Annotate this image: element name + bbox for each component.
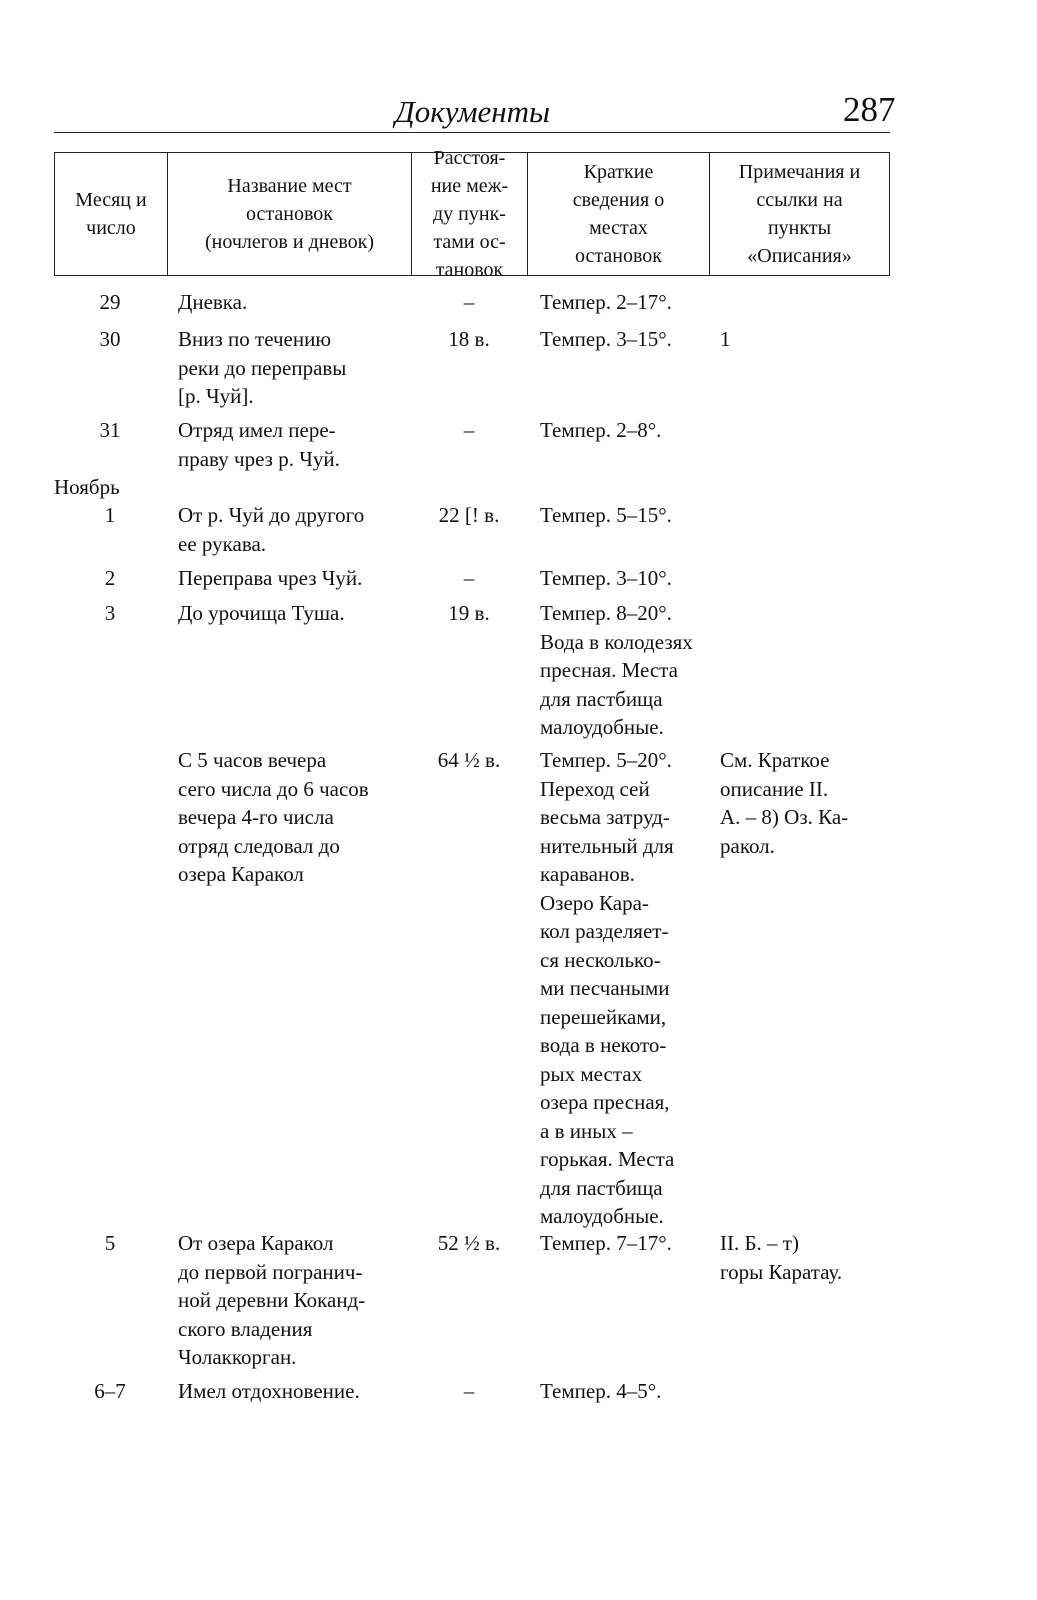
column-header-info bbox=[527, 153, 709, 275]
row-distance: 18 в. bbox=[448, 327, 490, 351]
row-distance: 22 [! в. bbox=[438, 503, 500, 527]
row-info: Темпер. 2–8°. bbox=[540, 418, 662, 442]
page-number: 287 bbox=[843, 90, 896, 129]
row-note: 1 bbox=[720, 327, 731, 351]
row-distance: 19 в. bbox=[448, 601, 490, 625]
column-header-place bbox=[167, 153, 411, 275]
running-head bbox=[0, 88, 1037, 138]
row-date: 30 bbox=[99, 327, 121, 351]
row-place: От озера Каракол до первой погранич- ной деревни Коканд- ского владения Чолаккорган. bbox=[178, 1231, 366, 1369]
row-info: Темпер. 3–10°. bbox=[540, 566, 672, 590]
column-header-notes-text: Примечания и ссылки на пункты «Описания» bbox=[738, 161, 861, 267]
column-header-distance-text: Расстоя- ние меж- ду пунк- тами ос- тановок bbox=[430, 147, 509, 281]
row-info: Темпер. 4–5°. bbox=[540, 1379, 662, 1403]
row-info: Темпер. 3–15°. bbox=[540, 327, 672, 351]
row-info: Темпер. 5–20°. Переход сей весьма затруд- нительный для караванов. Озеро Кара- кол разделяет- ся несколько- ми песчаными перешейками, вода в некото- рых местах озера пресная, а в иных – горькая. Места для пастбища малоудобные. bbox=[540, 748, 675, 1228]
row-place: Дневка. bbox=[178, 290, 248, 314]
column-header-distance bbox=[411, 147, 527, 281]
row-date: 2 bbox=[104, 566, 116, 590]
row-date: 6–7 bbox=[94, 1379, 126, 1403]
row-info: Темпер. 2–17°. bbox=[540, 290, 672, 314]
row-place: С 5 часов вечера сего числа до 6 часов вечера 4-го числа отряд следовал до озера Каракол bbox=[178, 748, 369, 886]
row-place: Имел отдохновение. bbox=[178, 1379, 360, 1403]
row-distance: 52 ½ в. bbox=[437, 1231, 501, 1255]
row-distance: – bbox=[463, 290, 475, 314]
column-header-date bbox=[55, 153, 167, 275]
row-date: 29 bbox=[99, 290, 121, 314]
row-place: Отряд имел пере- праву чрез р. Чуй. bbox=[178, 418, 340, 471]
row-place: От р. Чуй до другого ее рукава. bbox=[178, 503, 365, 556]
column-header-notes bbox=[709, 153, 889, 275]
row-info: Темпер. 7–17°. bbox=[540, 1231, 672, 1255]
row-info: Темпер. 8–20°. Вода в колодезях пресная. Места для пастбища малоудобные. bbox=[540, 601, 693, 739]
row-distance: – bbox=[463, 418, 475, 442]
row-distance: – bbox=[463, 566, 475, 590]
header-rule bbox=[54, 132, 890, 133]
column-header-place-text: Название мест остановок (ночлегов и дневок) bbox=[204, 175, 375, 253]
row-note: II. Б. – т) горы Каратау. bbox=[720, 1231, 843, 1284]
row-info: Темпер. 5–15°. bbox=[540, 503, 672, 527]
row-date: 1 bbox=[104, 503, 116, 527]
row-place: Вниз по течению реки до переправы [р. Чуй]. bbox=[178, 327, 347, 408]
month-label: Ноябрь bbox=[54, 475, 120, 499]
row-place: Переправа чрез Чуй. bbox=[178, 566, 363, 590]
running-title: Документы bbox=[395, 94, 551, 129]
row-date: 31 bbox=[99, 418, 121, 442]
row-date: 3 bbox=[104, 601, 116, 625]
column-header-info-text: Краткие сведения о местах остановок bbox=[572, 161, 665, 267]
row-distance: 64 ½ в. bbox=[437, 748, 501, 772]
row-distance: – bbox=[463, 1379, 475, 1403]
table-header bbox=[54, 147, 890, 281]
row-place: До урочища Туша. bbox=[178, 601, 345, 625]
row-note: См. Краткое описание II. А. – 8) Оз. Ка- ракол. bbox=[720, 748, 849, 858]
row-date: 5 bbox=[104, 1231, 116, 1255]
column-header-date-text: Месяц и число bbox=[75, 189, 147, 239]
